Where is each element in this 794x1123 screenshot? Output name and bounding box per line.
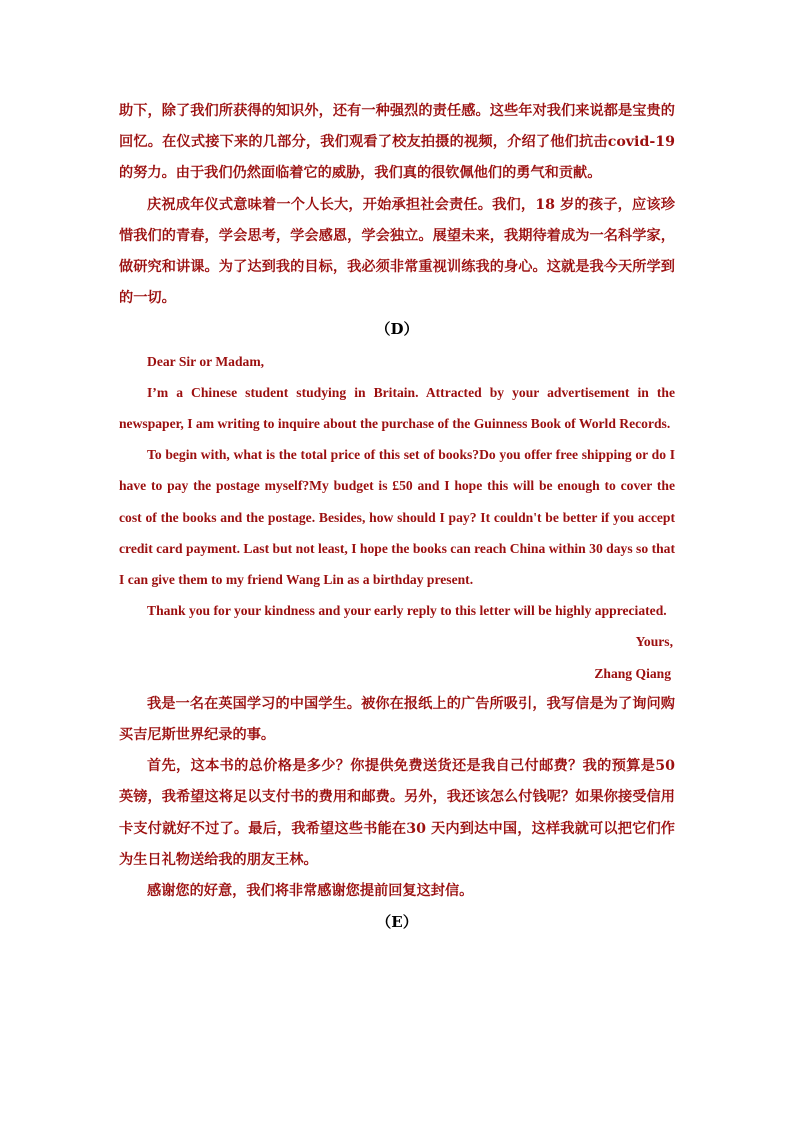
section-heading-d: （D） <box>375 320 419 339</box>
letter-greeting: Dear Sir or Madam, <box>147 353 265 369</box>
section-heading-e: （E） <box>376 913 418 932</box>
letter-paragraph-3: Thank you for your kindness and your early reply to this letter will be highly appreciated. <box>147 603 667 619</box>
letter-paragraph-2: To begin with, what is the total price of this set of books?Do you offer free shipping or do I have to pay the postage myself?My budget is £50 and I hope this will be enough to cover the cost of the books and the postage. Besides, how should I pay? It couldn't be better if you accept credit card payment. Last but not least, I hope the books can reach China within 30 days so that I can give them to my friend Wang Lin as a birthday present. <box>119 447 675 588</box>
letter-closing: Yours, <box>635 634 673 650</box>
translation-paragraph-1: 我是一名在英国学习的中国学生。被你在报纸上的广告所吸引，我写信是为了询问购买吉尼斯世界纪录的事。 <box>119 695 675 744</box>
letter-paragraph-1: I’m a Chinese student studying in Britain. Attracted by your advertisement in the newspaper, I am writing to inquire about the purchase of the Guinness Book of World Records. <box>119 384 675 432</box>
letter-signature: Zhang Qiang <box>594 665 671 681</box>
translation-paragraph-2: 首先，这本书的总价格是多少？你提供免费送货还是我自己付邮费？我的预算是50 英镑，我希望这将足以支付书的费用和邮费。另外，我还该怎么付钱呢？如果你接受信用卡支付就好不过了。最后，我希望这些书能在30 天内到达中国，这样我就可以把它们作为生日礼物送给我的朋友王林。 <box>119 758 675 868</box>
translation-paragraph-c-tail-1: 助下，除了我们所获得的知识外，还有一种强烈的责任感。这些年对我们来说都是宝贵的回忆。在仪式接下来的几部分，我们观看了校友拍摄的视频，介绍了他们抗击covid-19 的努力。由于我们仍然面临着它的威胁，我们真的很钦佩他们的勇气和贡献。 <box>119 103 675 182</box>
translation-paragraph-3: 感谢您的好意，我们将非常感谢您提前回复这封信。 <box>147 883 474 900</box>
document-page <box>119 96 675 938</box>
translation-paragraph-c-tail-2: 庆祝成年仪式意味着一个人长大，开始承担社会责任。我们，18 岁的孩子，应该珍惜我们的青春，学会思考，学会感恩，学会独立。展望未来，我期待着成为一名科学家，做研究和讲课。为了达到我的目标，我必须非常重视训练我的身心。这就是我今天所学到的一切。 <box>119 196 675 307</box>
